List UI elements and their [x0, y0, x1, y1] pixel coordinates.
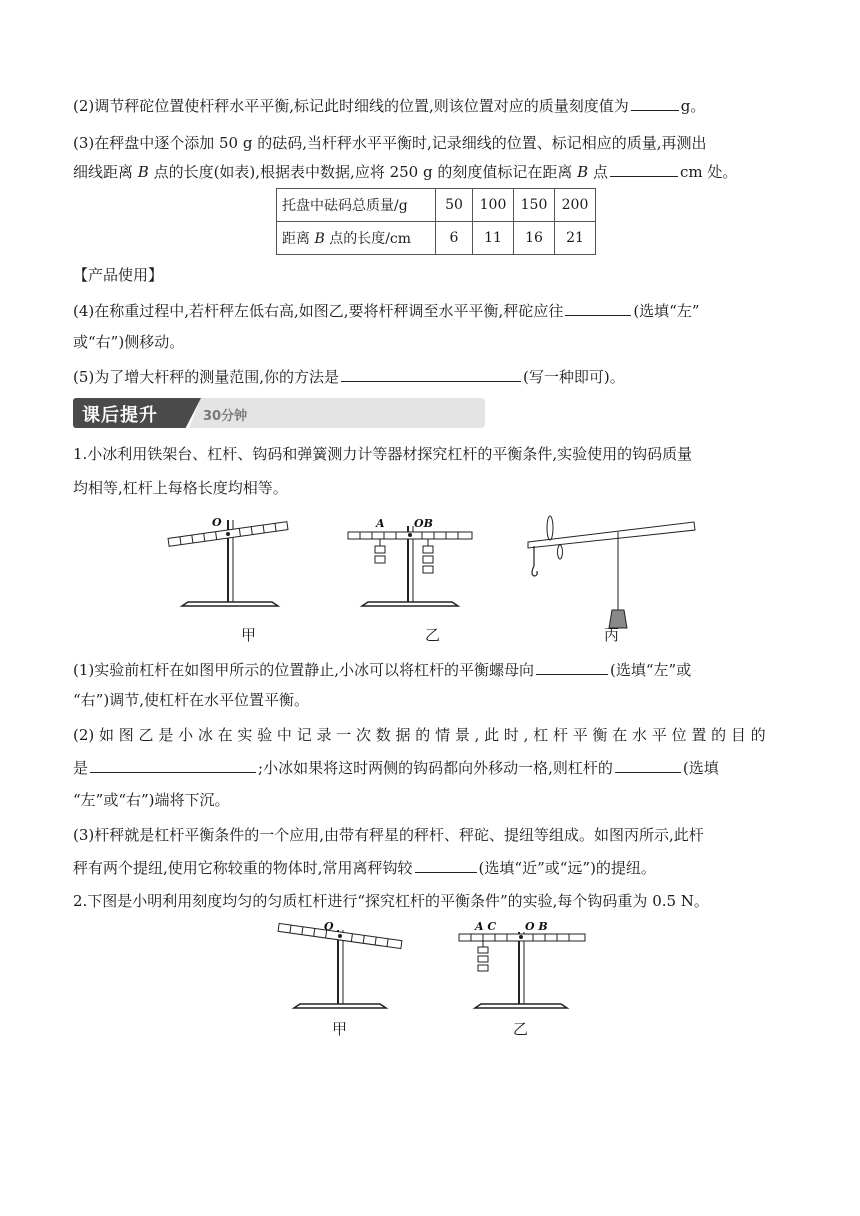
q1-sub3-line-2: [73, 857, 656, 878]
label-ob: O B: [525, 920, 548, 933]
banner-title: 课后提升: [82, 405, 158, 426]
figure-q2-lever-yi: [455, 918, 590, 1018]
figure-lever-tilted-jia: [160, 512, 300, 612]
q2-text: (2)调节秤砣位置使杆秤水平平衡,标记此时细线的位置,则该位置对应的质量刻度值为: [73, 97, 629, 115]
table-cell: 200: [555, 189, 596, 222]
q1-sub2-line-1: (2) 如 图 乙 是 小 冰 在 实 验 中 记 录 一 次 数 据 的 情 景 , 此 时 , 杠 杆 平 衡 在 水 平 位 置 的 目 的: [73, 726, 766, 744]
hook: [532, 546, 537, 576]
label-ac: A C: [475, 920, 497, 933]
lever-stand: [475, 932, 567, 1008]
caption-jia: 甲: [241, 626, 257, 644]
figure-lever-balanced-yi: [342, 512, 477, 612]
label-ob: OB: [414, 517, 433, 530]
lever-bar: [348, 532, 472, 539]
banner-time: 30分钟: [203, 409, 248, 424]
figure-q2-lever-tilted-jia: [272, 918, 412, 1018]
q1-s1-option: (选填“左”或: [610, 661, 692, 679]
label-o: O: [324, 920, 334, 933]
q1-line-1: 1.小冰利用铁架台、杠杆、钩码和弹簧测力计等器材探究杠杆的平衡条件,实验使用的钩码质量: [73, 445, 693, 463]
table-row1-header: 托盘中砝码总质量/g: [277, 189, 436, 222]
q1-s2-answer-blank-1[interactable]: [90, 757, 256, 773]
row2-label-c: 点的长度/cm: [324, 231, 412, 247]
table-cell: 21: [555, 222, 596, 255]
q2-line-1: 2.下图是小明利用刻度均匀的匀质杠杆进行“探究杠杆的平衡条件”的实验,每个钩码重为 0.5 N。: [73, 892, 709, 910]
lever-bar: [278, 923, 402, 948]
q1-s2-option: (选填: [682, 759, 719, 777]
q1-s3-option: (选填“近”或“远”)的提纽。: [478, 859, 656, 877]
table-cell: 11: [473, 222, 514, 255]
weights-left: [478, 941, 488, 971]
q1-s1-answer-blank[interactable]: [536, 659, 608, 675]
table-row2-header: [277, 222, 436, 255]
section-banner: [73, 398, 485, 428]
label-a: A: [376, 517, 385, 530]
question-3-line-2: [73, 161, 737, 182]
table-cell: 100: [473, 189, 514, 222]
table-cell: 150: [514, 189, 555, 222]
q5-text: (5)为了增大杆秤的测量范围,你的方法是: [73, 368, 340, 386]
question-4-line-1: [73, 300, 700, 321]
q5-answer-blank[interactable]: [341, 366, 521, 382]
table-row: [277, 222, 596, 255]
q2-unit: g。: [680, 97, 706, 115]
q3-unit: cm 处。: [679, 163, 738, 181]
lever-bar: [459, 934, 585, 941]
q1-line-2: 均相等,杠杆上每格长度均相等。: [73, 479, 288, 497]
question-3-line-1: (3)在秤盘中逐个添加 50 g 的砝码,当杆秤水平平衡时,记录细线的位置、标记相应的质量,再测出: [73, 134, 707, 152]
q1-sub2-line-2: [73, 757, 719, 778]
q3-point-b: B: [137, 163, 149, 181]
caption-yi: 乙: [425, 626, 441, 644]
q1-sub2-line-3: “左”或“右”)端将下沉。: [73, 791, 230, 809]
caption-bing: 丙: [604, 626, 620, 644]
q3-text-c: 点的长度(如表),根据表中数据,应将 250 g 的刻度值标记在距离: [148, 163, 578, 181]
hanging-loops: [547, 516, 563, 559]
q5-suffix: (写一种即可)。: [523, 368, 625, 386]
q2-caption-yi: 乙: [513, 1020, 529, 1038]
q1-sub1-line-2: “右”)调节,使杠杆在水平位置平衡。: [73, 691, 309, 709]
q1-s3-answer-blank[interactable]: [415, 857, 477, 873]
q4-text: (4)在称重过程中,若杆秤左低右高,如图乙,要将杆秤调至水平平衡,秤砣应往: [73, 302, 564, 320]
question-2-line: [73, 95, 705, 116]
q4-answer-blank[interactable]: [565, 300, 631, 316]
q1-s2-text-c: ;小冰如果将这时两侧的钩码都向外移动一格,则杠杆的: [258, 759, 613, 777]
question-4-line-2: 或“右”)侧移动。: [73, 333, 185, 351]
q3-text-e: 点: [588, 163, 608, 181]
table-cell: 50: [436, 189, 473, 222]
row2-label-a: 距离: [282, 231, 315, 247]
weights-left: [375, 539, 385, 563]
q4-option: (选填“左”: [633, 302, 700, 320]
q1-s2-answer-blank-2[interactable]: [615, 757, 681, 773]
q2-caption-jia: 甲: [332, 1020, 348, 1038]
row2-label-b: B: [314, 231, 325, 247]
q1-s1-text: (1)实验前杠杆在如图甲所示的位置静止,小冰可以将杠杆的平衡螺母向: [73, 661, 535, 679]
table-cell: 16: [514, 222, 555, 255]
q3-point-b-2: B: [577, 163, 589, 181]
weights-right: [423, 539, 433, 573]
table-cell: 6: [436, 222, 473, 255]
q1-s2-text-b: 是: [73, 759, 89, 777]
label-o: O: [212, 516, 222, 529]
question-5-line: [73, 366, 625, 387]
q3-answer-blank[interactable]: [610, 161, 678, 177]
q3-text-a: 细线距离: [73, 163, 138, 181]
section-product-use: 【产品使用】: [73, 266, 164, 284]
q1-s3-text: 秤有两个提纽,使用它称较重的物体时,常用离秤钩较: [73, 859, 413, 877]
q2-answer-blank[interactable]: [631, 95, 679, 111]
table-row: [277, 189, 596, 222]
data-table: [276, 188, 596, 255]
figure-steelyard-bing: [520, 508, 705, 633]
q1-sub3-line-1: (3)杆秤就是杠杆平衡条件的一个应用,由带有秤星的秤杆、秤砣、提纽等组成。如图丙所示,此杆: [73, 826, 704, 844]
counterweight: [609, 532, 627, 628]
q1-sub1-line-1: [73, 659, 691, 680]
